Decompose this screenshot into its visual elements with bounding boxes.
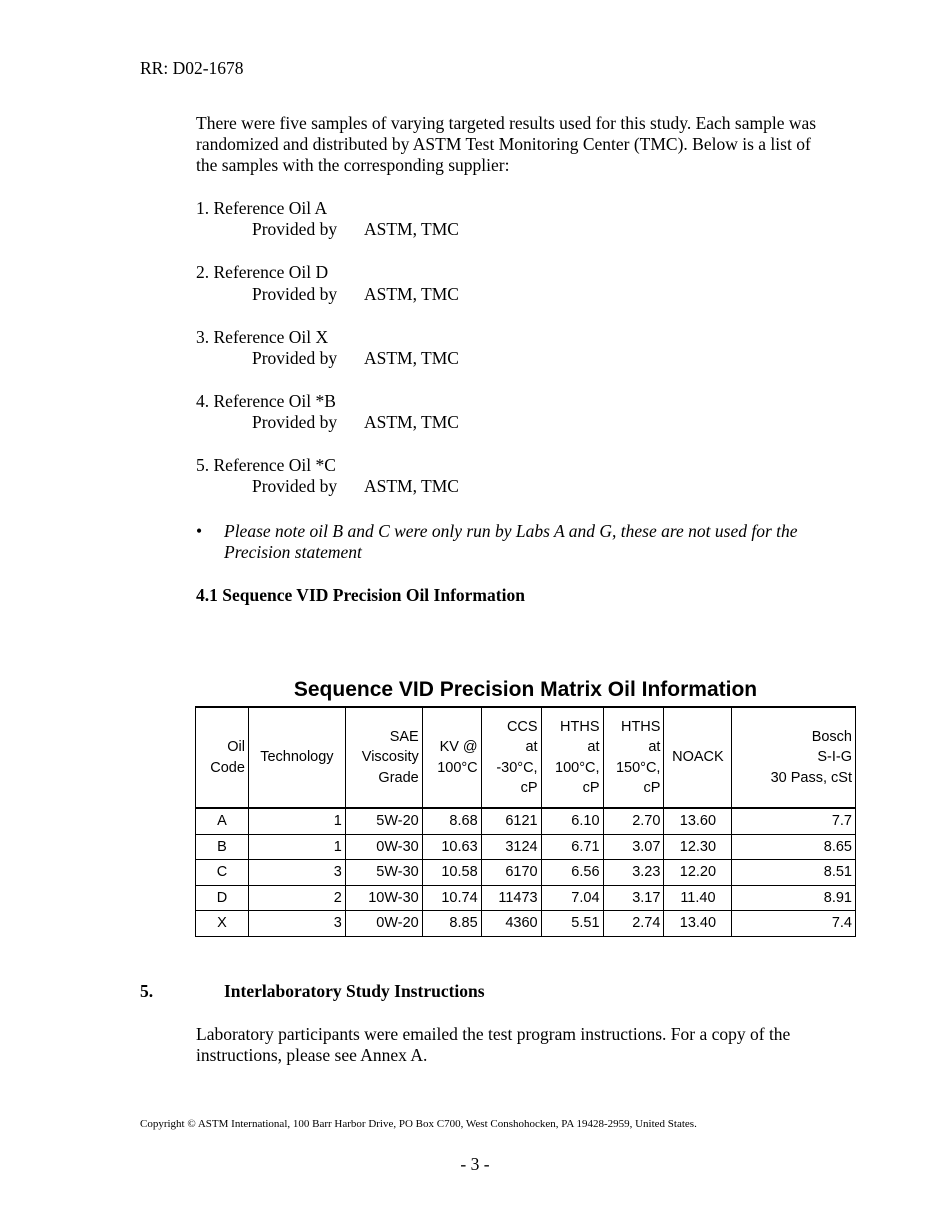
cell-oil-code: D [196, 885, 249, 911]
table-row [196, 911, 856, 937]
cell-technology: 2 [248, 885, 345, 911]
sample-provider: ASTM, TMC [364, 476, 459, 496]
table-row [196, 860, 856, 886]
cell-technology: 1 [248, 834, 345, 860]
cell-sae-grade: 0W-30 [345, 834, 422, 860]
bullet-icon: • [196, 521, 203, 541]
cell-hths-150: 3.23 [603, 860, 664, 886]
cell-hths-100: 6.10 [541, 808, 603, 834]
sample-title: 2. Reference Oil D [196, 262, 329, 282]
intro-paragraph: There were five samples of varying targeted results used for this study. Each sample was randomized and distributed by ASTM Test Monitoring Center (TMC). Below is a list of the samples with the corresponding supplier: [196, 113, 817, 175]
cell-bosch: 8.91 [732, 885, 856, 911]
cell-technology: 3 [248, 860, 345, 886]
sample-provided-label: Provided by [252, 219, 338, 239]
oil-information-table [195, 706, 856, 937]
cell-hths-150: 3.17 [603, 885, 664, 911]
cell-sae-grade: 5W-20 [345, 808, 422, 834]
cell-ccs: 6121 [481, 808, 541, 834]
cell-noack: 11.40 [664, 885, 732, 911]
cell-oil-code: X [196, 911, 249, 937]
cell-ccs: 11473 [481, 885, 541, 911]
cell-ccs: 4360 [481, 911, 541, 937]
sample-provider: ASTM, TMC [364, 284, 459, 304]
sample-provider: ASTM, TMC [364, 219, 459, 239]
cell-oil-code: B [196, 834, 249, 860]
sample-title: 1. Reference Oil A [196, 198, 328, 218]
cell-ccs: 3124 [481, 834, 541, 860]
cell-hths-100: 6.71 [541, 834, 603, 860]
section-5-heading: Interlaboratory Study Instructions [224, 981, 485, 1001]
cell-technology: 1 [248, 808, 345, 834]
cell-kv: 8.68 [422, 808, 481, 834]
cell-bosch: 7.4 [732, 911, 856, 937]
sample-provided-label: Provided by [252, 412, 338, 432]
sample-title: 4. Reference Oil *B [196, 391, 336, 411]
cell-technology: 3 [248, 911, 345, 937]
sample-provided-label: Provided by [252, 284, 338, 304]
sample-title: 3. Reference Oil X [196, 327, 329, 347]
cell-kv: 10.58 [422, 860, 481, 886]
header-noack: NOACK [664, 707, 732, 808]
sample-provided-label: Provided by [252, 348, 338, 368]
section-5-paragraph: Laboratory participants were emailed the test program instructions. For a copy of the instructions, please see Annex A. [196, 1024, 791, 1065]
header-kv: KV @ 100°C [422, 707, 481, 808]
header-hths-150: HTHS at 150°C, cP [603, 707, 664, 808]
cell-bosch: 7.7 [732, 808, 856, 834]
section-5-number: 5. [140, 981, 154, 1001]
cell-sae-grade: 5W-30 [345, 860, 422, 886]
table-row [196, 808, 856, 834]
document-id: RR: D02-1678 [140, 58, 244, 78]
table-row [196, 834, 856, 860]
cell-sae-grade: 10W-30 [345, 885, 422, 911]
sample-title: 5. Reference Oil *C [196, 455, 336, 475]
page-number: - 3 - [460, 1154, 490, 1174]
copyright-notice: Copyright © ASTM International, 100 Barr Harbor Drive, PO Box C700, West Conshohocken, PA 19428-2959, United States. [140, 1118, 697, 1130]
cell-ccs: 6170 [481, 860, 541, 886]
header-ccs: CCS at -30°C, cP [481, 707, 541, 808]
header-oil-code: Oil Code [196, 707, 249, 808]
cell-noack: 13.60 [664, 808, 732, 834]
header-sae-viscosity-grade: SAE Viscosity Grade [345, 707, 422, 808]
cell-kv: 8.85 [422, 911, 481, 937]
cell-bosch: 8.65 [732, 834, 856, 860]
cell-kv: 10.74 [422, 885, 481, 911]
cell-noack: 12.20 [664, 860, 732, 886]
cell-hths-150: 2.70 [603, 808, 664, 834]
cell-kv: 10.63 [422, 834, 481, 860]
cell-hths-100: 5.51 [541, 911, 603, 937]
cell-hths-100: 6.56 [541, 860, 603, 886]
section-4-1-heading: 4.1 Sequence VID Precision Oil Information [196, 585, 525, 605]
header-technology: Technology [248, 707, 345, 808]
cell-sae-grade: 0W-20 [345, 911, 422, 937]
cell-noack: 13.40 [664, 911, 732, 937]
cell-oil-code: A [196, 808, 249, 834]
table-row [196, 885, 856, 911]
table-header-row [196, 707, 856, 808]
cell-hths-100: 7.04 [541, 885, 603, 911]
header-bosch: Bosch S-I-G 30 Pass, cSt [732, 707, 856, 808]
cell-bosch: 8.51 [732, 860, 856, 886]
cell-noack: 12.30 [664, 834, 732, 860]
sample-provider: ASTM, TMC [364, 348, 459, 368]
table-title: Sequence VID Precision Matrix Oil Information [293, 678, 758, 701]
sample-provided-label: Provided by [252, 476, 338, 496]
cell-hths-150: 2.74 [603, 911, 664, 937]
header-hths-100: HTHS at 100°C, cP [541, 707, 603, 808]
cell-hths-150: 3.07 [603, 834, 664, 860]
cell-oil-code: C [196, 860, 249, 886]
sample-provider: ASTM, TMC [364, 412, 459, 432]
precision-note: Please note oil B and C were only run by Labs A and G, these are not used for the Precision statement [224, 521, 798, 562]
